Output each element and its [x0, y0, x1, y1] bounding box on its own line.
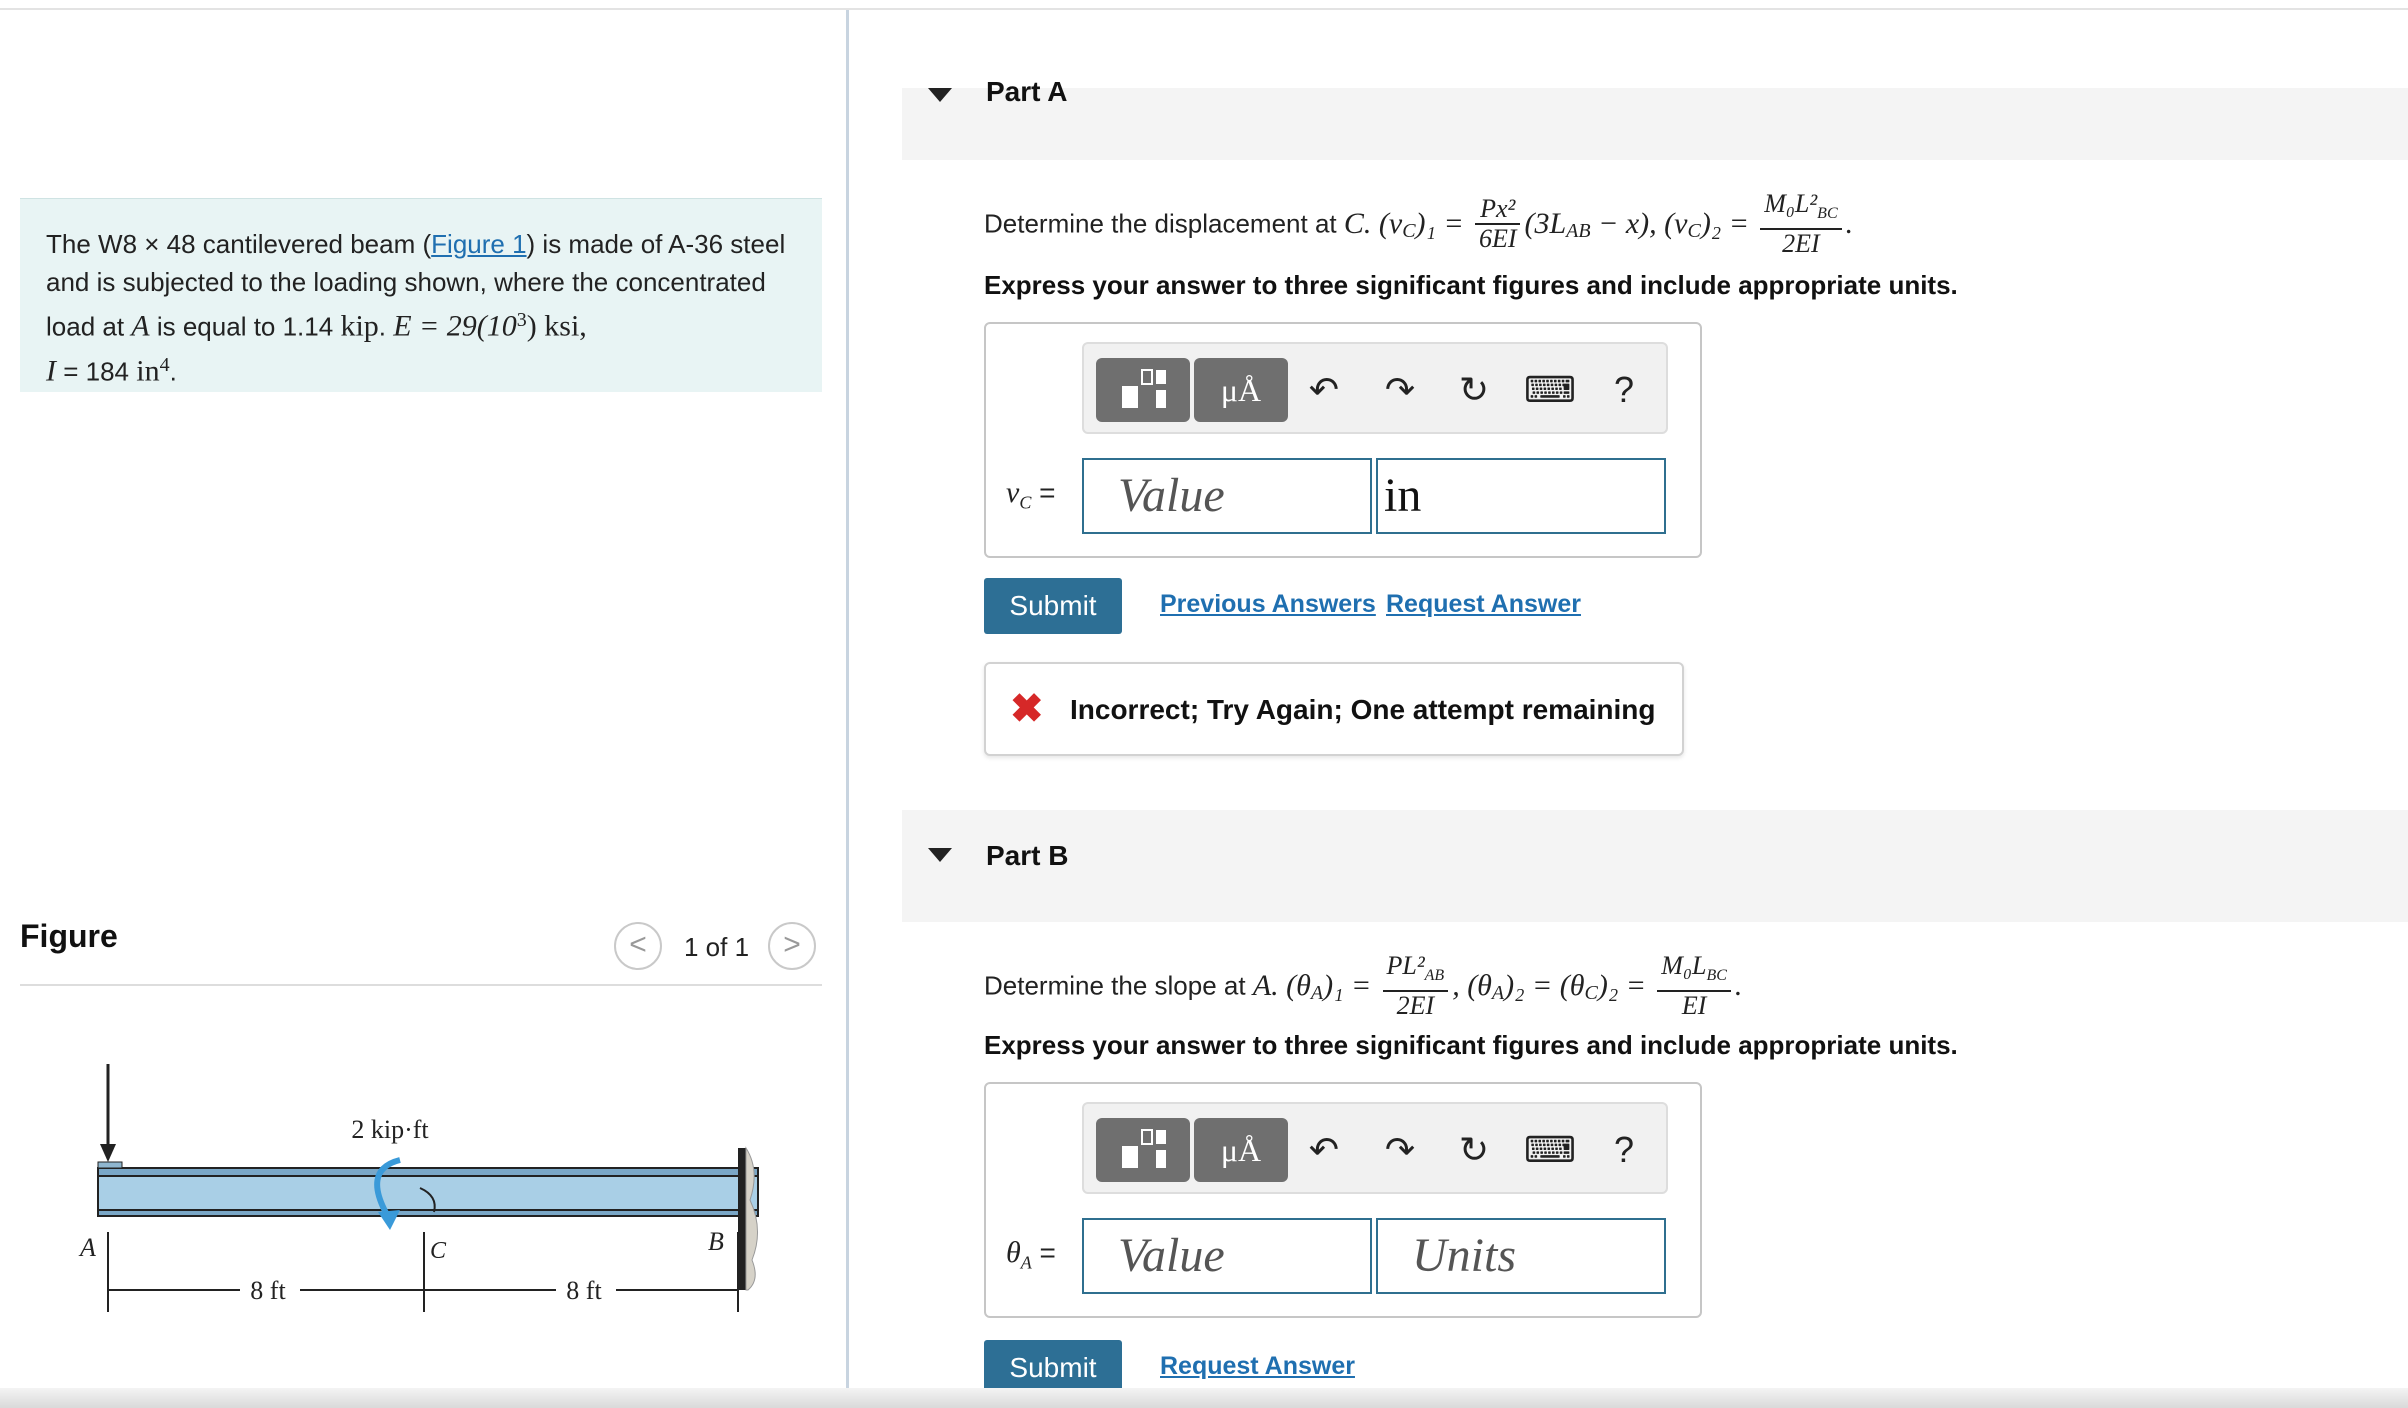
equals-sign: =	[1039, 1237, 1056, 1268]
fraction-subscript: BC	[1817, 205, 1838, 223]
variable-symbol: v	[1006, 476, 1020, 509]
fraction-numerator: PL²	[1386, 951, 1425, 980]
eq-middle: (3L	[1524, 207, 1567, 241]
reset-icon[interactable]: ↻	[1458, 1129, 1490, 1170]
beam-bottom-flange	[98, 1210, 758, 1216]
eq-end: .	[1734, 969, 1743, 1003]
part-b-request-answer-link[interactable]: Request Answer	[1160, 1352, 1355, 1380]
part-a-answer-box	[984, 322, 1702, 558]
load-plate	[98, 1162, 122, 1168]
part-a-header[interactable]	[902, 88, 2408, 160]
eq-middle: , (θ	[1452, 969, 1492, 1003]
keyboard-icon[interactable]: ⌨	[1524, 1129, 1576, 1170]
eq-subscript: A	[1491, 981, 1505, 1004]
eq-lhs: (v	[1378, 207, 1403, 241]
math-toolbar	[1082, 1102, 1668, 1194]
help-icon[interactable]: ?	[1613, 369, 1635, 410]
eq-subscript: C	[1687, 219, 1701, 242]
part-b-header[interactable]	[902, 810, 2408, 922]
panel-divider[interactable]	[846, 10, 849, 1408]
fraction-denominator: 2EI	[1782, 229, 1820, 259]
problem-text: The W8	[46, 229, 145, 259]
top-border	[0, 8, 2408, 10]
times-sign: ×	[144, 229, 160, 259]
problem-text: 48 cantilevered beam (	[159, 229, 432, 259]
fraction-2	[1657, 952, 1731, 1020]
modulus-exponent: 3	[516, 309, 527, 331]
inertia-symbol: I	[46, 354, 56, 388]
part-b-instructions: Express your answer to three significant figures and include appropriate units.	[984, 1030, 1958, 1060]
units-button[interactable]: μÅ	[1194, 1118, 1288, 1182]
point-b-label: B	[708, 1227, 724, 1256]
eq-subscript: C	[1402, 219, 1416, 242]
units-button[interactable]: μÅ	[1194, 358, 1288, 422]
value-input[interactable]: Value	[1082, 458, 1372, 534]
variable-subscript: C	[1019, 492, 1032, 513]
figure-title: Figure	[20, 918, 118, 954]
fraction-subscript: BC	[1706, 967, 1727, 985]
fraction-numerator: Px²	[1475, 195, 1521, 225]
inertia-unit: in	[136, 354, 160, 388]
templates-button[interactable]	[1096, 1118, 1190, 1182]
caret-down-icon[interactable]	[928, 88, 952, 102]
feedback-box	[984, 662, 1684, 756]
beam-figure	[60, 1050, 780, 1330]
load-arrow-head	[100, 1144, 116, 1162]
equals-sign: =	[1039, 477, 1056, 508]
undo-icon[interactable]: ↶	[1308, 369, 1340, 410]
fraction-numerator: M₀L	[1661, 951, 1707, 980]
problem-text: .	[378, 311, 394, 342]
beam-top-flange	[98, 1168, 758, 1176]
reset-icon[interactable]: ↻	[1458, 369, 1490, 410]
figure-prev-button[interactable]: <	[614, 922, 662, 970]
part-a-submit-button[interactable]: Submit	[984, 578, 1122, 634]
figure-rule	[20, 984, 822, 986]
variable-symbol: θ	[1006, 1236, 1021, 1269]
figure-counter: 1 of 1	[684, 932, 750, 962]
eq-end: .	[1845, 207, 1854, 241]
eq-subscript: AB	[1566, 219, 1591, 242]
keyboard-icon[interactable]: ⌨	[1524, 369, 1576, 410]
unit-input[interactable]: Units	[1376, 1218, 1666, 1294]
dim-right-label: 8 ft	[566, 1276, 602, 1305]
x-mark-icon: ✖	[1010, 687, 1044, 731]
fraction-numerator: M₀L²	[1764, 189, 1818, 218]
unit-kip: kip	[340, 309, 379, 343]
question-text: Determine the slope at	[984, 970, 1253, 1001]
point-symbol: C	[1343, 207, 1364, 241]
problem-text: is equal to 1.14	[149, 311, 341, 342]
undo-icon[interactable]: ↶	[1308, 1129, 1340, 1170]
part-b-answer-box	[984, 1082, 1702, 1318]
moment-label: 2 kip·ft	[351, 1115, 429, 1144]
figure-next-button[interactable]: >	[768, 922, 816, 970]
point-c-label: C	[430, 1238, 447, 1264]
part-a-request-answer-link[interactable]: Request Answer	[1386, 590, 1581, 618]
variable-label	[1006, 1236, 1056, 1274]
part-b-question	[984, 952, 1742, 1020]
figure-link[interactable]: Figure 1	[431, 229, 527, 259]
previous-answers-link[interactable]: Previous Answers	[1160, 590, 1376, 618]
redo-icon[interactable]: ↷	[1384, 1129, 1416, 1170]
help-icon[interactable]: ?	[1613, 1129, 1635, 1170]
part-a-instructions: Express your answer to three significant figures and include appropriate units.	[984, 270, 1958, 300]
sentence-end: .	[169, 356, 177, 387]
eq-subscript: C	[1584, 981, 1598, 1004]
point-a-label: A	[80, 1233, 96, 1262]
math-toolbar	[1082, 342, 1668, 434]
part-a-question	[984, 190, 1853, 258]
caret-down-icon[interactable]	[928, 848, 952, 862]
fraction-denominator: 2EI	[1396, 991, 1435, 1021]
window-bottom-edge	[0, 1388, 2408, 1408]
variable-subscript: A	[1020, 1252, 1032, 1273]
fraction-1	[1383, 952, 1449, 1020]
part-b-submit-button[interactable]: Submit	[984, 1340, 1122, 1396]
question-text: Determine the displacement at	[984, 208, 1344, 239]
part-b-title: Part B	[986, 840, 1069, 871]
fraction-1	[1475, 195, 1521, 253]
eq-middle: )₂ =	[1700, 207, 1749, 241]
fraction-2	[1760, 190, 1841, 258]
redo-icon[interactable]: ↷	[1384, 369, 1416, 410]
modulus-unit: ) ksi,	[526, 309, 587, 343]
fixed-wall	[738, 1148, 746, 1290]
eq-middle: )₂ =	[1597, 969, 1647, 1003]
templates-icon	[1108, 362, 1178, 418]
point-symbol: A	[131, 309, 150, 343]
eq-subscript: A	[1310, 981, 1324, 1004]
problem-text: ) is made of A-36 steel and is subjected to the loading shown, where the concentrated load at	[46, 229, 786, 342]
inertia-exponent: 4	[159, 353, 170, 376]
variable-label	[1006, 476, 1055, 514]
fraction-subscript: AB	[1424, 967, 1445, 985]
eq-middle: )₂ = (θ	[1504, 969, 1585, 1003]
fraction-denominator: EI	[1681, 991, 1707, 1021]
templates-icon	[1108, 1122, 1178, 1178]
eq-middle: − x), (v	[1590, 207, 1688, 241]
eq-lhs: (θ	[1286, 969, 1311, 1003]
templates-button[interactable]	[1096, 358, 1190, 422]
problem-statement	[20, 198, 822, 392]
unit-input[interactable]: in	[1376, 458, 1666, 534]
feedback-message: Incorrect; Try Again; One attempt remaining	[1070, 694, 1656, 725]
fraction-denominator: 6EI	[1478, 224, 1517, 254]
part-a-title: Part A	[986, 76, 1068, 107]
modulus-expression: E = 29(10	[393, 309, 517, 343]
eq-separator: .	[1363, 207, 1379, 241]
eq-rhs: )₁ =	[1415, 207, 1464, 241]
value-input[interactable]: Value	[1082, 1218, 1372, 1294]
eq-rhs: )₁ =	[1323, 969, 1372, 1003]
point-symbol: A	[1252, 969, 1272, 1003]
inertia-value: = 184	[56, 356, 137, 387]
dim-left-label: 8 ft	[250, 1276, 286, 1305]
moment-arrow-head	[378, 1210, 400, 1230]
eq-separator: .	[1271, 969, 1287, 1003]
